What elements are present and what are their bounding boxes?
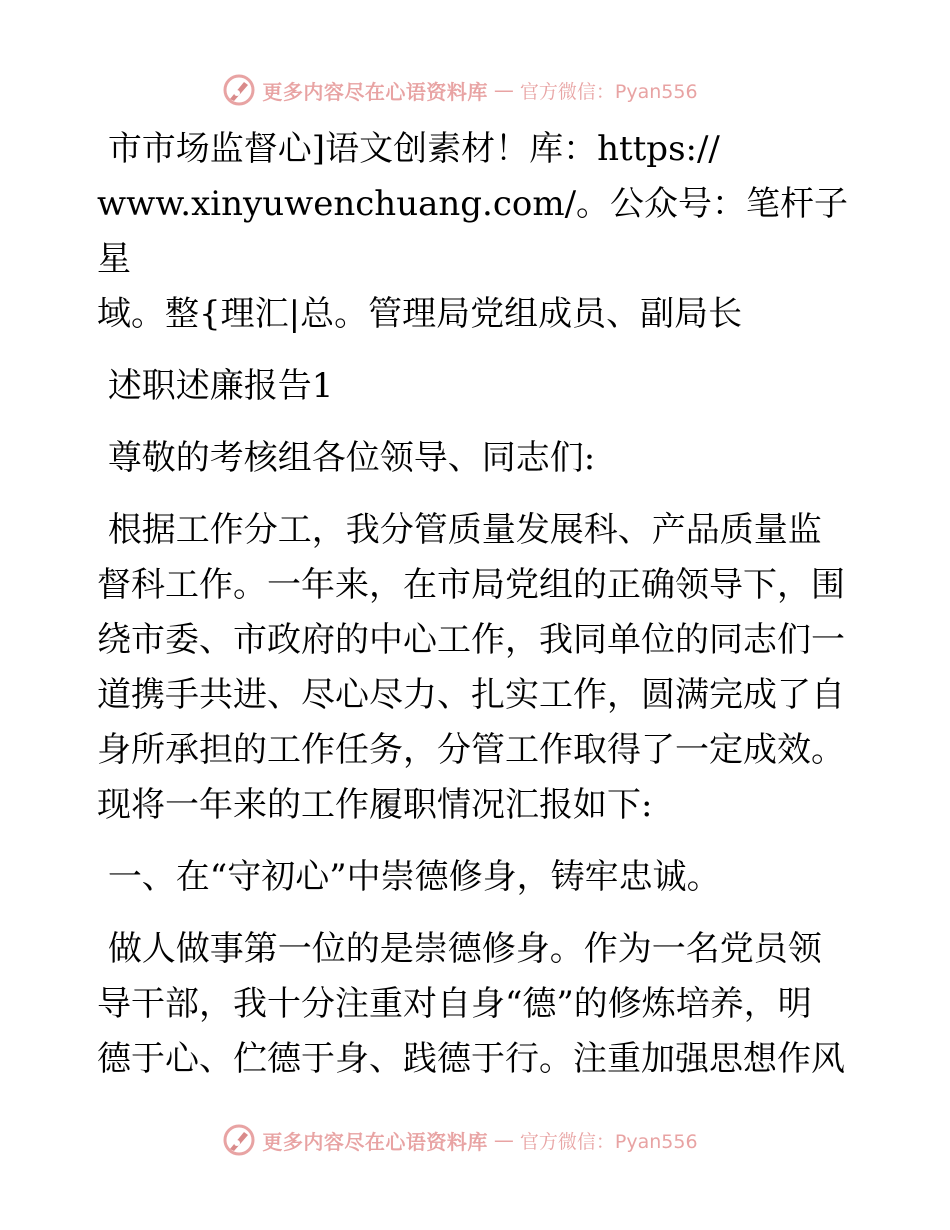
watermark-contact: 官方微信：Pyan556 [519,1130,698,1153]
watermark-text: 更多内容尽在心语资料库 [262,1129,488,1154]
section-line: 导干部，我十分注重对自身“德”的修炼培养，明 [97,984,812,1024]
intro-line: 根据工作分工，我分管质量发展科、产品质量监 [97,510,822,550]
watermark-text: 更多内容尽在心语资料库 [262,79,488,104]
salutation: 尊敬的考核组各位领导、同志们: [97,438,596,478]
watermark-separator: — [493,78,514,102]
quill-logo-icon [222,1123,256,1157]
watermark-inner [222,1123,697,1157]
header-line: 市市场监督心]语文创素材！库：https:// [97,129,720,169]
header-line: 域。整{理汇|总。管理局党组成员、副局长 [97,294,743,334]
intro-line: 督科工作。一年来，在市局党组的正确领导下，围 [97,565,845,605]
intro-line: 绕市委、市政府的中心工作，我同单位的同志们一 [97,620,845,660]
quill-logo-icon [222,73,256,107]
intro-line: 身所承担的工作任务，分管工作取得了一定成效。 [97,730,845,770]
section-line: 德于心、伫德于身、践德于行。注重加强思想作风 [97,1039,845,1079]
document-body [97,122,857,1087]
watermark-contact: 官方微信：Pyan556 [519,80,698,103]
document-title: 述职述廉报告1 [97,366,334,406]
intro-line: 现将一年来的工作履职情况汇报如下: [97,785,653,825]
header-line: www.xinyuwenchuang.com/。公众号：笔杆子星 [97,184,849,279]
section-heading: 一、在“守初心”中崇德修身，铸牢忠诚。 [97,857,721,897]
watermark-inner [222,73,697,107]
watermark-separator: — [493,1128,514,1152]
watermark-banner-top [0,70,950,110]
watermark-banner-bottom [0,1120,950,1160]
intro-line: 道携手共进、尽心尽力、扎实工作，圆满完成了自 [97,675,845,715]
section-line: 做人做事第一位的是崇德修身。作为一名党员领 [97,929,822,969]
